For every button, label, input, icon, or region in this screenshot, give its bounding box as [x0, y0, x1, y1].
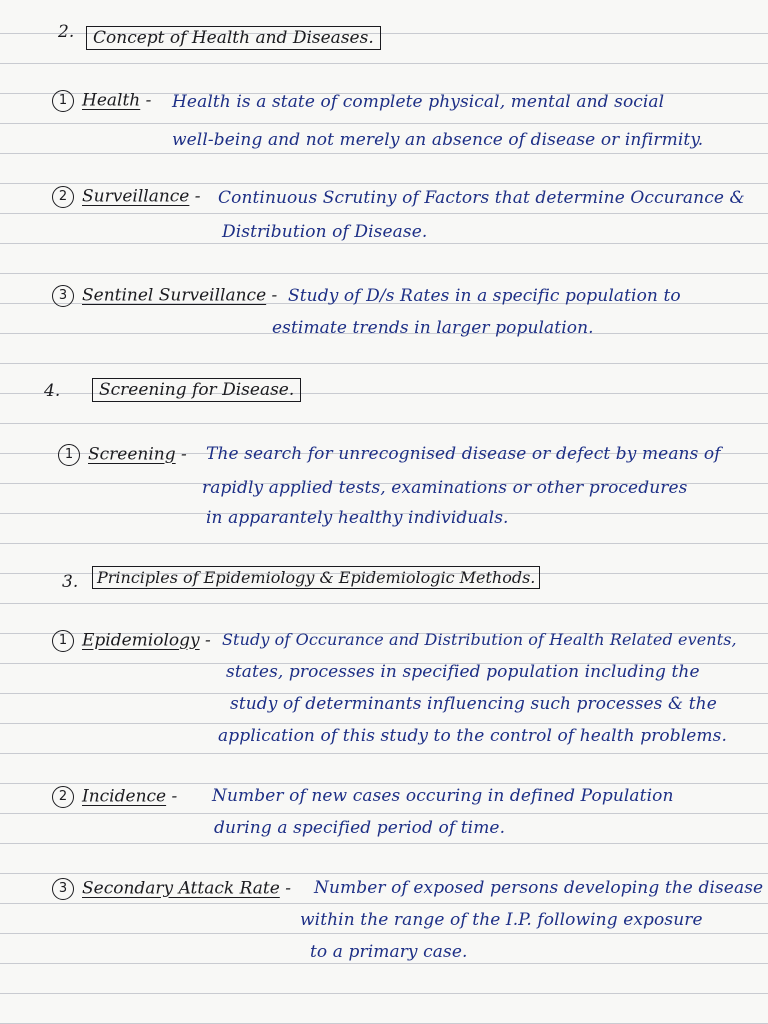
definition-item-health: 1 Health -	[52, 90, 151, 112]
section-title: Concept of Health and Diseases.	[86, 26, 381, 50]
definition-line: during a specified period of time.	[214, 818, 506, 838]
definition-term: Health	[82, 90, 141, 111]
definition-line: estimate trends in larger population.	[272, 318, 594, 338]
definition-line: Study of D/s Rates in a specific population to	[288, 286, 681, 306]
definition-line: to a primary case.	[310, 942, 468, 962]
definition-line: application of this study to the control of health problems.	[218, 726, 727, 746]
definition-term: Incidence	[82, 786, 167, 807]
section-title: Screening for Disease.	[92, 378, 301, 402]
definition-term: Surveillance	[82, 186, 190, 207]
definition-term: Secondary Attack Rate	[82, 878, 280, 899]
definition-item-incidence: 2 Incidence -	[52, 786, 177, 808]
item-number-badge: 3	[52, 878, 74, 900]
definition-line: in apparantely healthy individuals.	[206, 508, 509, 528]
definition-line: states, processes in specified population including the	[226, 662, 700, 682]
item-number-badge: 1	[58, 444, 80, 466]
item-number-badge: 2	[52, 786, 74, 808]
definition-line: rapidly applied tests, examinations or other procedures	[202, 478, 688, 498]
item-number-badge: 1	[52, 90, 74, 112]
item-number-badge: 3	[52, 285, 74, 307]
definition-line: Study of Occurance and Distribution of Health Related events,	[222, 630, 737, 649]
definition-item-secondary-attack-rate: 3 Secondary Attack Rate -	[52, 878, 291, 900]
section-number: 4.	[44, 381, 61, 401]
section-title: Principles of Epidemiology & Epidemiologic Methods.	[92, 566, 540, 589]
item-number-badge: 1	[52, 630, 74, 652]
definition-line: study of determinants influencing such processes & the	[230, 694, 717, 714]
definition-line: Distribution of Disease.	[222, 222, 428, 242]
definition-term: Sentinel Surveillance	[82, 285, 267, 306]
definition-term: Epidemiology	[82, 630, 200, 651]
definition-item-screening: 1 Screening -	[58, 444, 187, 466]
definition-term: Screening	[88, 444, 176, 465]
definition-line: Continuous Scrutiny of Factors that determine Occurance &	[218, 188, 745, 208]
definition-line: well-being and not merely an absence of disease or infirmity.	[172, 130, 704, 150]
definition-line: Number of exposed persons developing the disease	[314, 878, 764, 898]
section-number: 3.	[62, 572, 79, 592]
definition-item-sentinel-surveillance: 3 Sentinel Surveillance -	[52, 285, 277, 307]
definition-line: Number of new cases occuring in defined Population	[212, 786, 674, 806]
definition-item-surveillance: 2 Surveillance -	[52, 186, 201, 208]
definition-line: The search for unrecognised disease or defect by means of	[206, 444, 721, 464]
definition-line: within the range of the I.P. following exposure	[300, 910, 703, 930]
definition-line: Health is a state of complete physical, mental and social	[172, 92, 665, 112]
section-number: 2.	[58, 22, 75, 42]
item-number-badge: 2	[52, 186, 74, 208]
definition-item-epidemiology: 1 Epidemiology -	[52, 630, 211, 652]
